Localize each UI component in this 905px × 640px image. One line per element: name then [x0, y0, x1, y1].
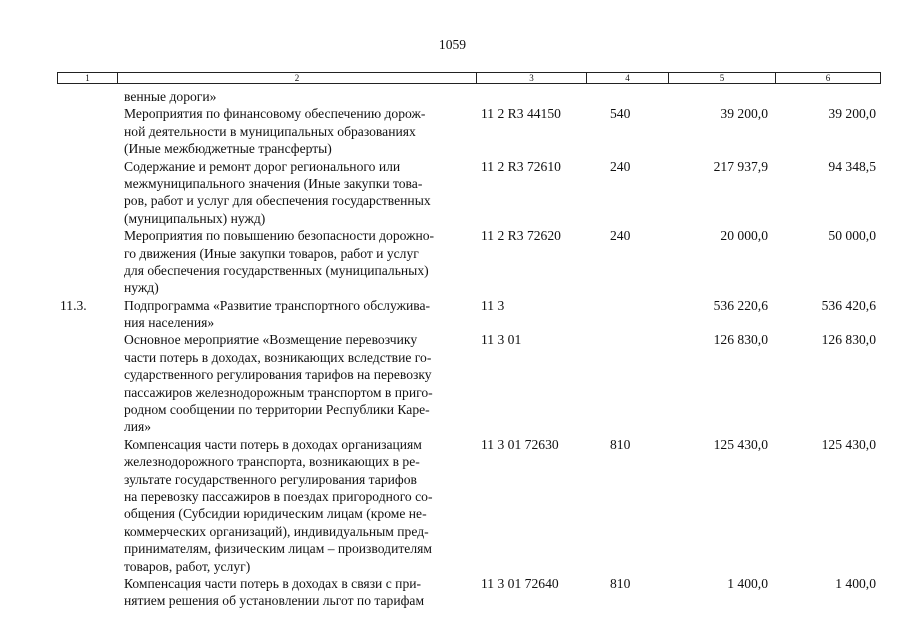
description-line: для обеспечения государственных (муниципальных) — [124, 262, 429, 278]
row-budget-code: 11 3 01 72630 — [481, 436, 559, 452]
table-row — [0, 436, 905, 575]
description-line: Компенсация части потерь в доходах организациям — [124, 436, 422, 452]
row-amount-year-1: 20 000,0 — [720, 228, 768, 244]
row-description — [124, 158, 474, 228]
description-line: зультате государственного регулирования тарифов — [124, 471, 417, 487]
row-expense-type: 810 — [610, 436, 631, 452]
description-line: принимателям, физическим лицам – производителям — [124, 541, 432, 557]
row-amount-year-1: 125 430,0 — [713, 436, 768, 452]
description-line: го движения (Иные закупки товаров, работ и услуг — [124, 245, 419, 261]
row-description — [124, 575, 474, 610]
row-description — [124, 88, 474, 105]
description-line: Мероприятия по финансовому обеспечению дорож- — [124, 106, 426, 122]
page-number: 1059 — [438, 37, 467, 52]
column-number-1: 1 — [58, 73, 118, 84]
table-row — [0, 227, 905, 297]
row-description — [124, 436, 474, 575]
row-budget-code: 11 3 01 72640 — [481, 575, 559, 591]
description-line: части потерь в доходах, возникающих вследствие го- — [124, 349, 432, 365]
description-line: ров, работ и услуг для обеспечения государственных — [124, 193, 431, 209]
table-row — [0, 88, 905, 105]
row-amount-year-2: 125 430,0 — [821, 436, 876, 452]
column-number-2: 2 — [118, 73, 477, 84]
description-line: товаров, работ, услуг) — [124, 558, 251, 574]
row-budget-code: 11 2 R3 72620 — [481, 228, 561, 244]
column-number-4: 4 — [587, 73, 669, 84]
table-row — [0, 105, 905, 157]
row-amount-year-1: 39 200,0 — [720, 106, 768, 122]
description-line: коммерческих организаций), индивидуальным пред- — [124, 523, 429, 539]
row-budget-code: 11 3 — [481, 297, 505, 313]
description-line: нужд) — [124, 280, 159, 296]
row-amount-year-1: 217 937,9 — [713, 158, 768, 174]
table-row — [0, 158, 905, 228]
row-expense-type: 540 — [610, 106, 631, 122]
budget-table-body — [0, 88, 905, 610]
row-budget-code: 11 2 R3 44150 — [481, 106, 561, 122]
row-expense-type: 240 — [610, 228, 631, 244]
row-amount-year-2: 50 000,0 — [828, 228, 876, 244]
description-line: Мероприятия по повышению безопасности дорожно- — [124, 228, 435, 244]
table-row — [0, 297, 905, 332]
description-line: на перевозку пассажиров в поездах пригородного со- — [124, 488, 433, 504]
description-line: родном сообщении по территории Республики Каре- — [124, 402, 430, 418]
row-budget-code: 11 3 01 — [481, 332, 522, 348]
description-line: (муниципальных) нужд) — [124, 210, 266, 226]
column-number-5: 5 — [669, 73, 776, 84]
description-line: Содержание и ремонт дорог регионального или — [124, 158, 401, 174]
row-amount-year-2: 94 348,5 — [828, 158, 876, 174]
description-line: ной деятельности в муниципальных образованиях — [124, 123, 416, 139]
row-amount-year-2: 126 830,0 — [821, 332, 876, 348]
row-amount-year-2: 536 420,6 — [821, 297, 876, 313]
row-amount-year-1: 126 830,0 — [713, 332, 768, 348]
row-amount-year-2: 1 400,0 — [835, 575, 876, 591]
description-line: ния населения» — [124, 315, 215, 331]
description-line: Основное мероприятие «Возмещение перевозчику — [124, 332, 418, 348]
description-line: лия» — [124, 419, 152, 435]
column-header-row — [57, 72, 881, 84]
row-expense-type: 240 — [610, 158, 631, 174]
row-amount-year-2: 39 200,0 — [828, 106, 876, 122]
description-line: сударственного регулирования тарифов на перевозку — [124, 367, 432, 383]
row-expense-type: 810 — [610, 575, 631, 591]
row-amount-year-1: 536 220,6 — [713, 297, 768, 313]
description-line: железнодорожного транспорта, возникающих в ре- — [124, 454, 420, 470]
description-line: венные дороги» — [124, 89, 217, 104]
row-description — [124, 331, 474, 435]
table-row — [0, 575, 905, 610]
row-budget-code: 11 2 R3 72610 — [481, 158, 561, 174]
column-number-3: 3 — [477, 73, 587, 84]
description-line: нятием решения об установлении льгот по тарифам — [124, 593, 425, 609]
description-line: Подпрограмма «Развитие транспортного обслужива- — [124, 297, 431, 313]
description-line: общения (Субсидии юридическим лицам (кроме не- — [124, 506, 427, 522]
row-amount-year-1: 1 400,0 — [727, 575, 768, 591]
column-number-6: 6 — [776, 73, 881, 84]
table-row — [0, 331, 905, 435]
description-line: межмуниципального значения (Иные закупки това- — [124, 175, 423, 191]
row-description — [124, 105, 474, 157]
description-line: пассажиров железнодорожным транспортом в приго- — [124, 384, 433, 400]
row-description — [124, 297, 474, 332]
description-line: Компенсация части потерь в доходах в связи с при- — [124, 575, 422, 591]
row-section-number: 11.3. — [60, 297, 87, 313]
row-description — [124, 227, 474, 297]
description-line: (Иные межбюджетные трансферты) — [124, 141, 332, 157]
